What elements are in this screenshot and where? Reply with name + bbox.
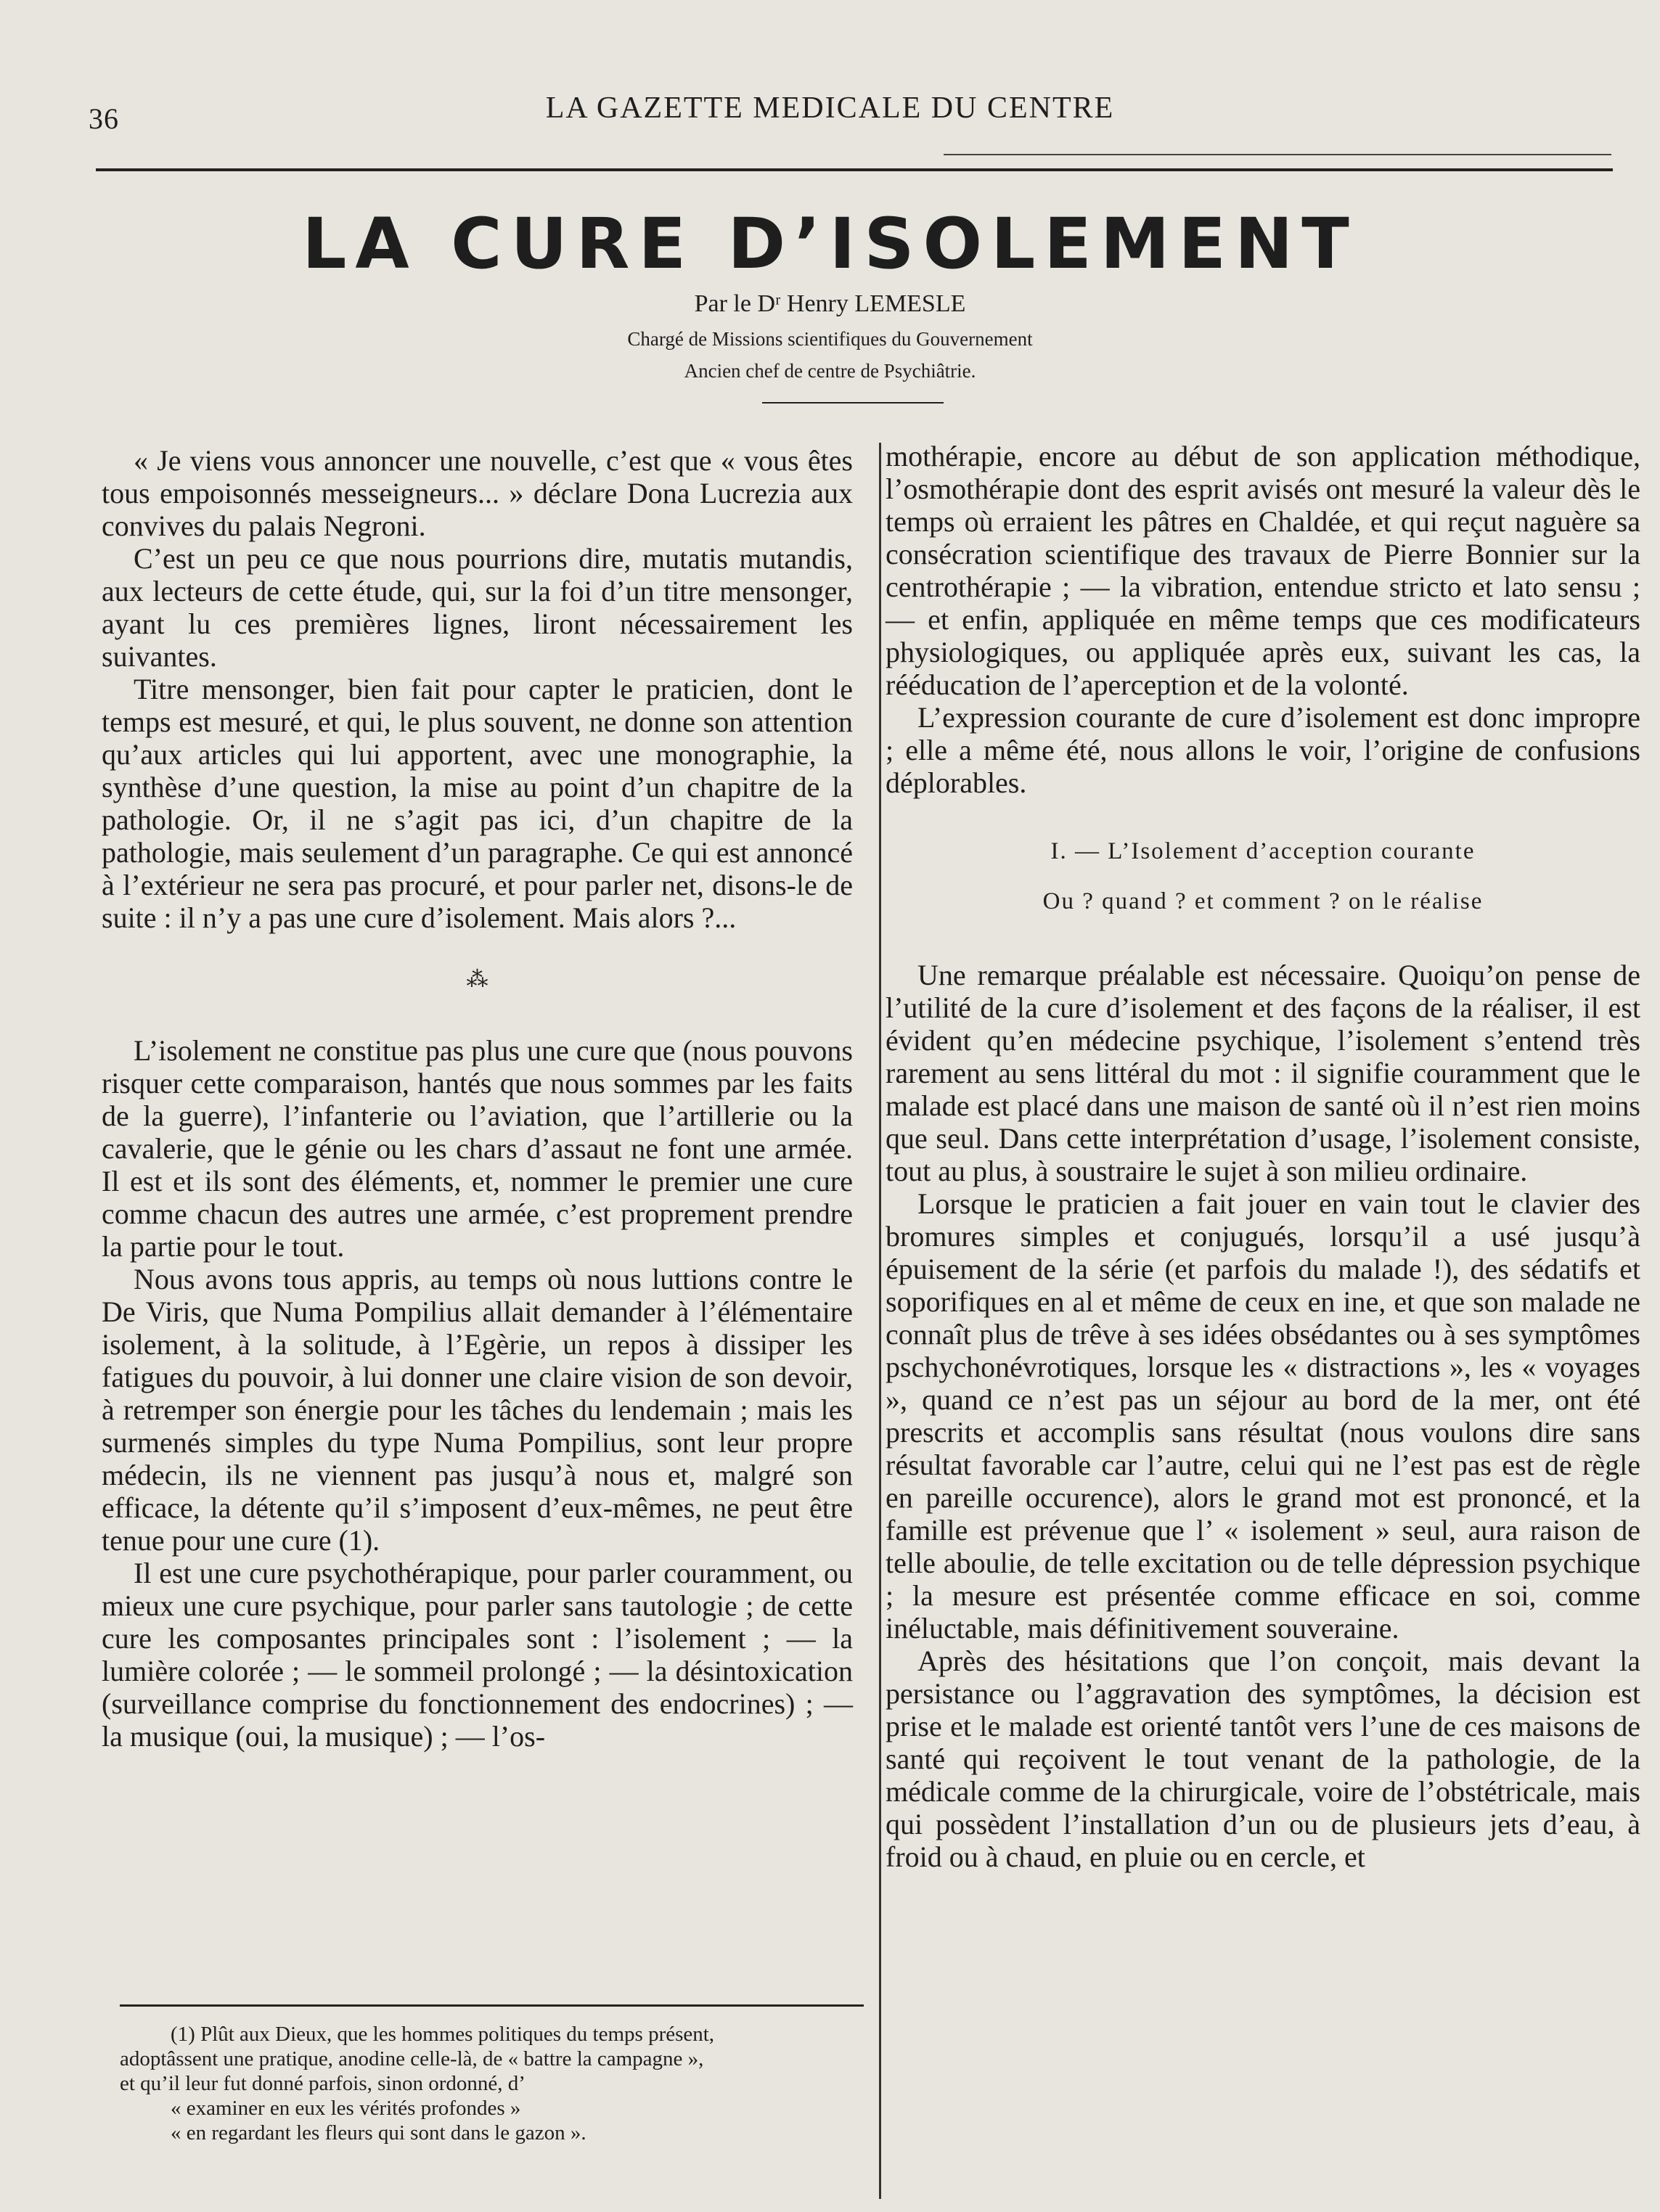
paragraph: Il est une cure psychothérapique, pour parler couramment, ou mieux une cure psychique, pour parler sans tautologie ; de cette cure les composantes principales sont : l’isolement ; — la lumière colorée ; — le sommeil prolongé ; — la désintoxication (surveillance comprise du fonctionnement des endocrines) ; — la musique (oui, la musique) ; — l’os-: [102, 1557, 853, 1753]
byline: Par le Dʳ Henry LEMESLE: [694, 290, 966, 317]
paragraph: « Je viens vous annoncer une nouvelle, c’est que « vous êtes tous empoisonnés messeigneurs... » déclare Dona Lucrezia aux convives du palais Negroni.: [102, 444, 853, 542]
footnote-line: adoptâssent une pratique, anodine celle-là, de « battre la campagne »,: [120, 2047, 704, 2070]
footnote-line: « examiner en eux les vérités profondes »: [171, 2097, 521, 2120]
header-rule: [96, 168, 1613, 171]
paragraph: Une remarque préalable est nécessaire. Quoiqu’on pense de l’utilité de la cure d’isolement et des façons de la réaliser, il est évident qu’en médecine psychique, l’isolement s’entend très rarement au sens littéral du mot : il signifie couramment que le malade est placé dans une maison de santé où il n’est rien moins que seul. Dans cette interprétation d’usage, l’isolement consiste, tout au plus, à soustraire le sujet à son milieu ordinaire.: [886, 959, 1640, 1187]
footnote-line: (1) Plût aux Dieux, que les hommes politiques du temps présent,: [171, 2023, 715, 2046]
paragraph: L’expression courante de cure d’isolement est donc impropre ; elle a même été, nous allons le voir, l’origine de confusions déplorables.: [886, 701, 1640, 799]
section-heading: I. — L’Isolement d’acception courante: [1050, 838, 1476, 864]
section-subheading: Ou ? quand ? et comment ? on le réalise: [1042, 888, 1484, 914]
article-title: LA CURE D’ISOLEMENT: [302, 203, 1358, 284]
paragraph: Après des hésitations que l’on conçoit, mais devant la persistance ou l’aggravation des symptômes, la décision est prise et le malade est orienté tantôt vers l’une de ces maisons de santé qui reçoivent le tout venant de la pathologie, de la médicale comme de la chirurgicale, voire de l’obstétricale, mais qui possèdent l’installation d’un ou de plusieurs jets d’eau, à froid ou à chaud, en pluie ou en cercle, et: [886, 1644, 1640, 1873]
paragraph: Lorsque le praticien a fait jouer en vain tout le clavier des bromures simples et conjugués, lorsqu’il a usé jusqu’à épuisement de la série (et parfois du malade !), des sédatifs et soporifiques en al et même de ceux en ine, et que son malade ne connaît plus de trêve à ses idées obsédantes ou à ses symptômes pschychonévrotiques, lorsque les « distractions », les « voyages », quand ce n’est pas un séjour au bord de la mer, ont été prescrits et accomplis sans résultat (nous voulons dire sans résultat favorable car l’autre, celui qui ne l’est pas est de règle en pareille occurence), alors le grand mot est prononcé, et la famille est prévenue que l’ « isolement » seul, aura raison de telle aboulie, de telle excitation ou de telle dépression psychique ; la mesure est présentée comme efficace en soi, comme inéluctable, mais définitivement souveraine.: [886, 1187, 1640, 1644]
right-column: [886, 440, 1640, 1873]
footnote-rule: [120, 2004, 864, 2007]
paragraph: Titre mensonger, bien fait pour capter le praticien, dont le temps est mesuré, et qui, le plus souvent, ne donne son attention qu’aux articles qui lui apportent, avec une monographie, la synthèse d’une question, la mise au point d’un chapitre de la pathologie. Or, il ne s’agit pas ici, d’un chapitre de la pathologie, mais seulement d’un paragraphe. Ce qui est annoncé à l’extérieur ne sera pas procuré, et pour parler net, disons-le de suite : il n’y a pas une cure d’isolement. Mais alors ?...: [102, 673, 853, 934]
paragraph: Nous avons tous appris, au temps où nous luttions contre le De Viris, que Numa Pompilius allait demander à l’élémentaire isolement, à la solitude, à l’Egèrie, un repos à dissiper les fatigues du pouvoir, à lui donner une claire vision de son devoir, à retremper son énergie pour les tâches du lendemain ; mais les surmenés simples du type Numa Pompilius, sont leur propre médecin, ils ne viennent pas jusqu’à nous et, malgré son efficace, la détente qu’il s’imposent d’eux-mêmes, ne peut être tenue pour une cure (1).: [102, 1263, 853, 1557]
page-number: 36: [89, 102, 119, 135]
paragraph: L’isolement ne constitue pas plus une cure que (nous pouvons risquer cette comparaison, hantés que nous sommes par les faits de la guerre), l’infanterie ou l’aviation, que l’artillerie ou la cavalerie, que le génie ou les chars d’assaut ne font une armée. Il est et ils sont des éléments, et, nommer le premier une cure comme chacun des autres une armée, c’est proprement prendre la partie pour le tout.: [102, 1034, 853, 1263]
section-separator: ⁂: [466, 967, 488, 991]
footnotes: [120, 2022, 864, 2145]
footnote-line: et qu’il leur fut donné parfois, sinon ordonné, d’: [120, 2072, 526, 2095]
column-divider: [879, 443, 881, 2199]
title-rule: [762, 402, 944, 404]
paragraph: C’est un peu ce que nous pourrions dire, mutatis mutandis, aux lecteurs de cette étude, qui, sur la foi d’un titre mensonger, ayant lu ces premières lignes, liront nécessairement les suivantes.: [102, 542, 853, 673]
author-credential: Chargé de Missions scientifiques du Gouvernement: [627, 328, 1033, 350]
author-credential: Ancien chef de centre de Psychiâtrie.: [684, 360, 976, 382]
left-column: [102, 444, 853, 1753]
running-head: LA GAZETTE MEDICALE DU CENTRE: [545, 91, 1115, 125]
footnote-line: « en regardant les fleurs qui sont dans le gazon ».: [171, 2121, 586, 2145]
header-rule-short: [944, 154, 1611, 155]
paragraph: mothérapie, encore au début de son application méthodique, l’osmothérapie dont des esprit avisés ont mesuré la valeur dès le temps où erraient les pâtres en Chaldée, et qui reçut naguère sa consécration scientifique des travaux de Pierre Bonnier sur la centrothérapie ; — la vibration, entendue stricto et lato sensu ; — et enfin, appliquée en même temps que ces modificateurs physiologiques, ou appliquée après eux, suivant les cas, la rééducation de l’aperception et de la volonté.: [886, 440, 1640, 701]
